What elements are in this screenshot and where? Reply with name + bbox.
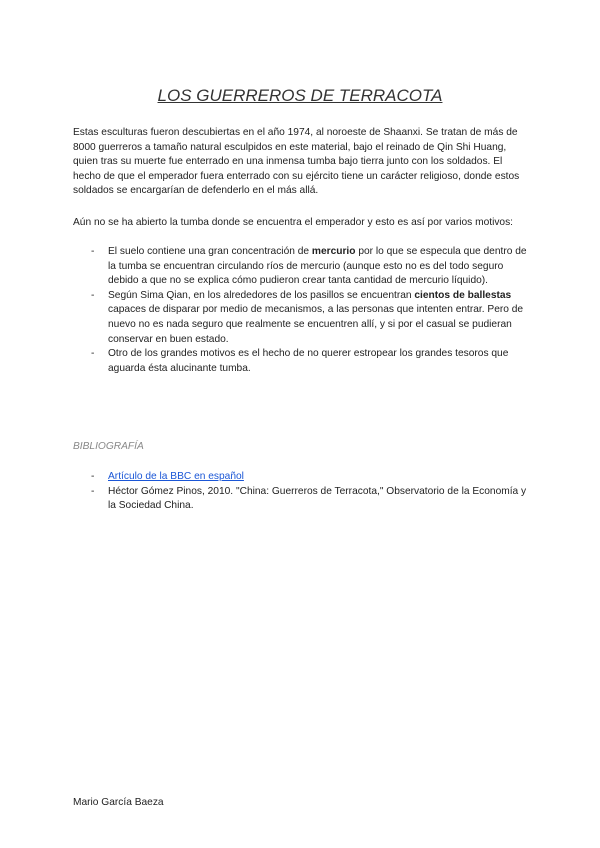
- reason-text-before: Según Sima Qian, en los alrededores de los pasillos se encuentran: [108, 289, 415, 301]
- dash-bullet: -: [91, 471, 95, 482]
- bibliography-list: [73, 470, 530, 514]
- author-name: Mario García Baeza: [73, 797, 164, 808]
- reason-text-before: El suelo contiene una gran concentración de: [108, 246, 312, 257]
- list-item: [73, 245, 530, 289]
- bibliography-heading: BIBLIOGRAFÍA: [73, 441, 144, 452]
- list-item: [73, 485, 530, 514]
- reason-bold: mercurio: [311, 246, 356, 257]
- dash-bullet: -: [91, 485, 95, 497]
- list-item: [73, 289, 530, 347]
- bbc-article-link[interactable]: Artículo de la BBC en español: [108, 471, 244, 482]
- intro-paragraph: Estas esculturas fueron descubiertas en el año 1974, al noroeste de Shaanxi. Se tratan de más de 8000 guerreros a tamaño natural esculpidos en este material, bajo el reinado de Qin Shi Huang, quien tras su muerte fue enterrado en una inmensa tumba bajo tierra junto con los soldados. El hecho de que el emperador fuera enterrado con su ejército tiene un carácter religioso, donde estos soldados se encargarían de defenderlo en el más allá.: [73, 127, 520, 197]
- reason-text-after: capaces de disparar por medio de mecanismos, a las personas que intenten entrar. Pero de nuevo no es nada seguro que realmente se encuentren allí, y si por el casual se pudieran conservar en buen estado.: [108, 304, 524, 345]
- reason-text-after: por lo que se especula que dentro de la tumba se encuentran circulando ríos de mercurio (aunque esto no es del todo seguro debido a que no se explica cómo pudieron crear tanta cantidad de mercurio líquido).: [108, 246, 527, 287]
- dash-bullet: -: [91, 289, 95, 301]
- motives-paragraph: Aún no se ha abierto la tumba donde se encuentra el emperador y esto es así por varios motivos:: [73, 217, 514, 228]
- list-item: [73, 470, 530, 485]
- reference-text: Héctor Gómez Pinos, 2010. "China: Guerreros de Terracota," Observatorio de la Economía y la Sociedad China.: [108, 485, 527, 512]
- dash-bullet: -: [91, 348, 95, 360]
- motives-list: [73, 245, 530, 376]
- list-item: [73, 347, 530, 376]
- page-title: LOS GUERREROS DE TERRACOTA: [157, 86, 443, 105]
- reason-text: Otro de los grandes motivos es el hecho de no querer estropear los grandes tesoros que aguarda ésta alucinante tumba.: [108, 348, 509, 374]
- dash-bullet: -: [91, 246, 95, 257]
- reason-bold: cientos de ballestas: [414, 289, 512, 301]
